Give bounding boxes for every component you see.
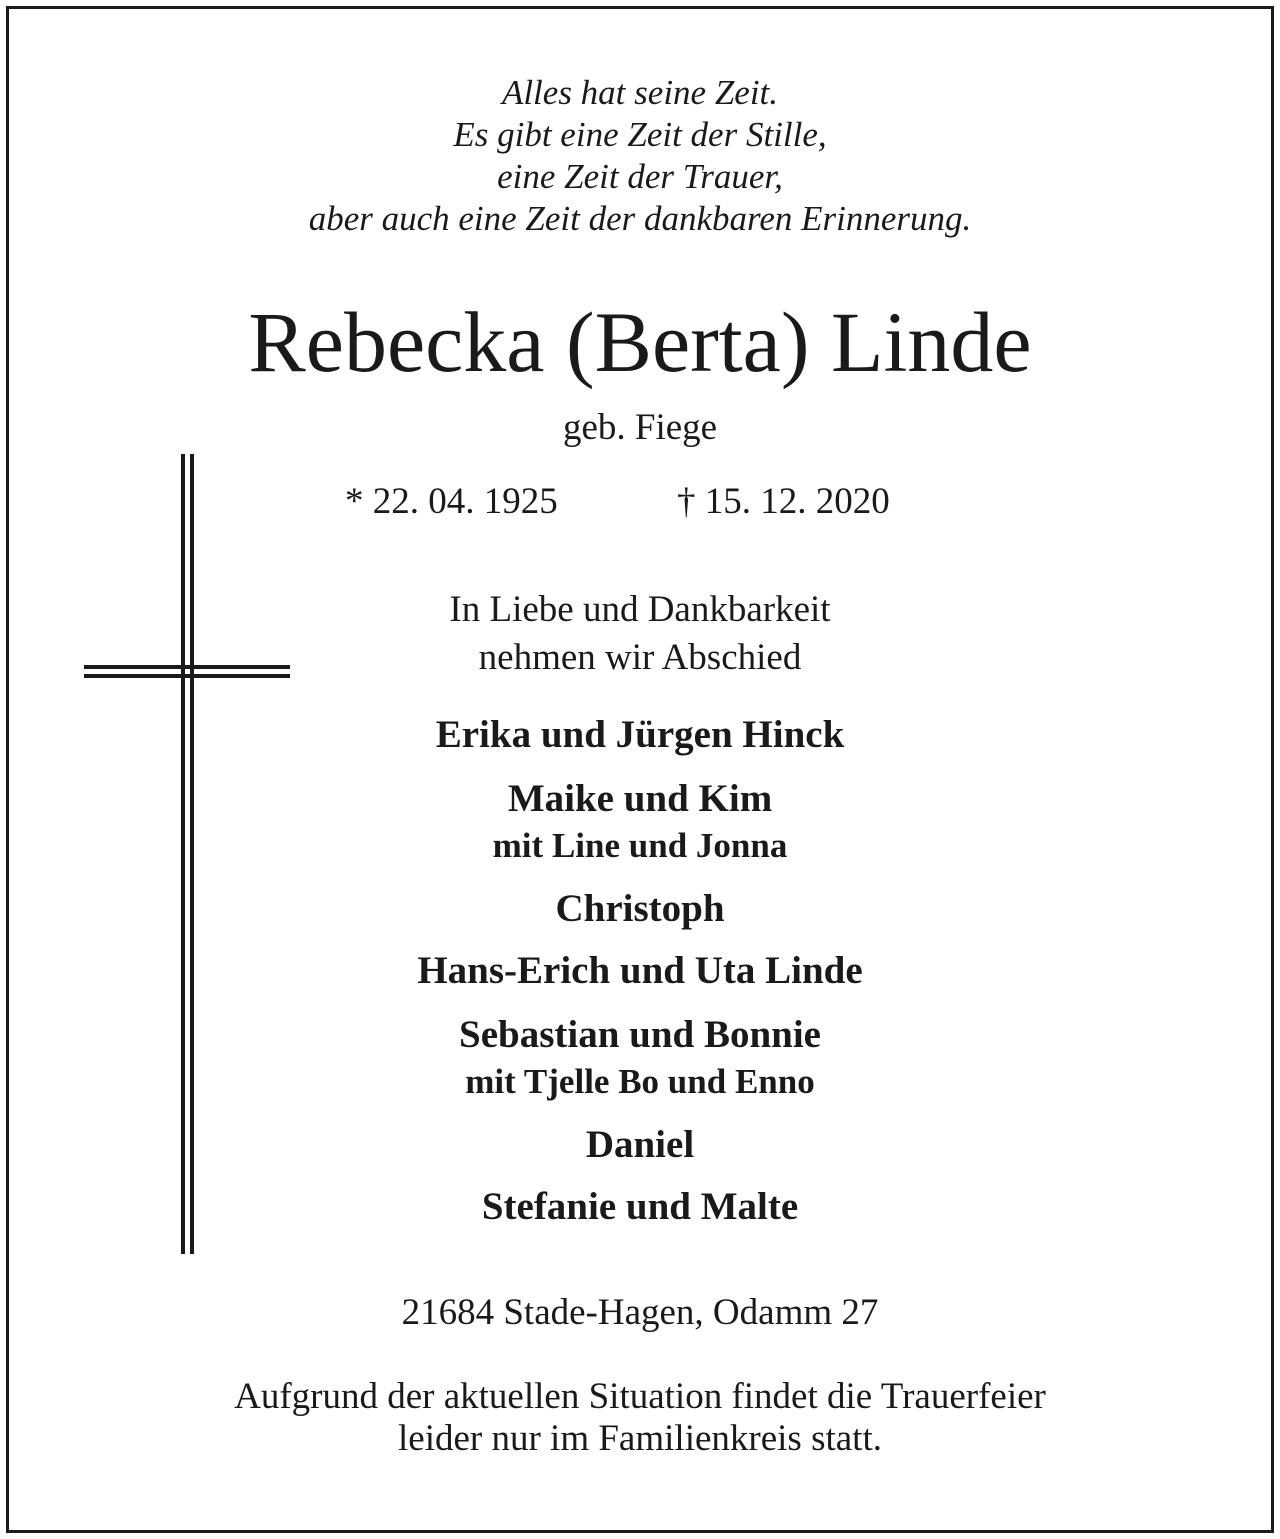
mourner-name: Christoph [555,887,725,930]
mourner-name: Daniel [585,1123,695,1166]
farewell-line-2: nehmen wir Abschied [478,637,802,678]
mourner-name: Sebastian und Bonnie [459,1013,821,1056]
farewell-line-1: In Liebe und Dankbarkeit [449,589,831,630]
mourner-name: Hans-Erich und Uta Linde [417,949,863,992]
motto-line-2: Es gibt eine Zeit der Stille, [453,115,827,154]
notice-line-2: leider nur im Familienkreis statt. [398,1418,882,1459]
motto-line-3: eine Zeit der Trauer, [497,157,783,196]
death-date: † 15. 12. 2020 [677,481,890,522]
notice-line-1: Aufgrund der aktuellen Situation findet die Trauerfeier [234,1376,1046,1417]
motto-line-4: aber auch eine Zeit der dankbaren Erinnerung. [308,199,972,238]
mourner-subline: mit Line und Jonna [492,826,788,865]
deceased-name: Rebecka (Berta) Linde [248,294,1032,390]
birth-date: * 22. 04. 1925 [345,481,558,522]
mourner-name: Erika und Jürgen Hinck [435,713,845,756]
mourner-name: Maike und Kim [507,777,773,820]
mourner-name: Stefanie und Malte [481,1185,799,1228]
address: 21684 Stade-Hagen, Odamm 27 [401,1292,879,1333]
maiden-name: geb. Fiege [562,407,718,448]
mourner-subline: mit Tjelle Bo und Enno [465,1062,815,1101]
motto-line-1: Alles hat seine Zeit. [501,73,779,112]
